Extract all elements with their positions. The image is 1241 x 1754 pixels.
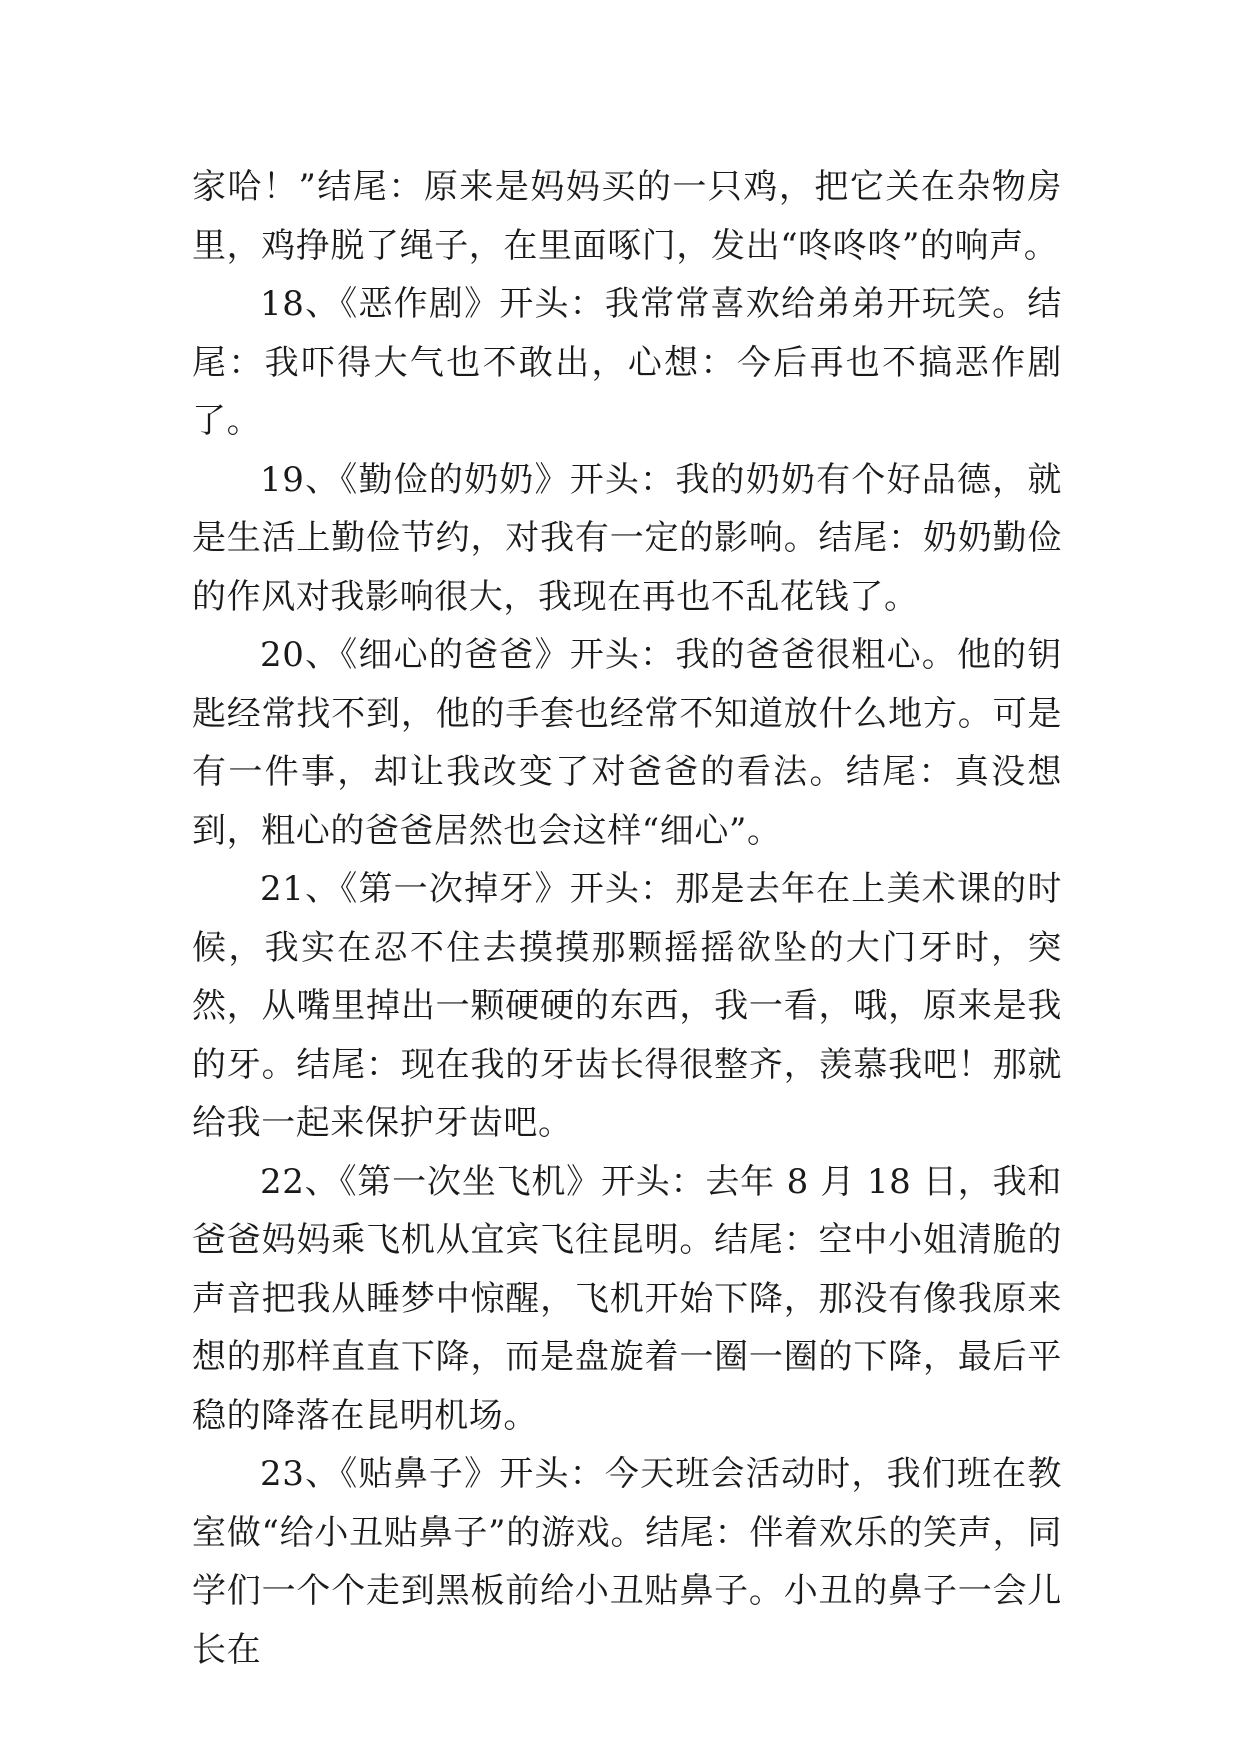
paragraph-item-20: 20、《细心的爸爸》开头：我的爸爸很粗心。他的钥匙经常找不到，他的手套也经常不知道放什么地方。可是有一件事，却让我改变了对爸爸的看法。结尾：真没想到，粗心的爸爸居然也会这样“细心”。 (192, 635, 1062, 851)
paragraph-item-22: 22、《第一次坐飞机》开头：去年 8 月 18 日，我和爸爸妈妈乘飞机从宜宾飞往昆明。结尾：空中小姐清脆的声音把我从睡梦中惊醒，飞机开始下降，那没有像我原来想的那样直直下降，而是盘旋着一圈一圈的下降，最后平稳的降落在昆明机场。 (192, 1161, 1062, 1436)
paragraph-item-18: 18、《恶作剧》开头：我常常喜欢给弟弟开玩笑。结尾：我吓得大气也不敢出，心想：今后再也不搞恶作剧了。 (192, 284, 1062, 441)
paragraph-item-21: 21、《第一次掉牙》开头：那是去年在上美术课的时候，我实在忍不住去摸摸那颗摇摇欲坠的大门牙时，突然，从嘴里掉出一颗硬硬的东西，我一看，哦，原来是我的牙。结尾：现在我的牙齿长得很整齐，羡慕我吧！那就给我一起来保护牙齿吧。 (192, 869, 1062, 1143)
document-body (192, 158, 1062, 1679)
paragraph-continuation: 家哈！”结尾：原来是妈妈买的一只鸡，把它关在杂物房里，鸡挣脱了绳子，在里面啄门，发出“咚咚咚”的响声。 (192, 167, 1062, 266)
paragraph-item-19: 19、《勤俭的奶奶》开头：我的奶奶有个好品德，就是生活上勤俭节约，对我有一定的影响。结尾：奶奶勤俭的作风对我影响很大，我现在再也不乱花钱了。 (192, 459, 1062, 617)
paragraph-item-23: 23、《贴鼻子》开头：今天班会活动时，我们班在教室做“给小丑贴鼻子”的游戏。结尾：伴着欢乐的笑声，同学们一个个走到黑板前给小丑贴鼻子。小丑的鼻子一会儿长在 (192, 1454, 1062, 1670)
